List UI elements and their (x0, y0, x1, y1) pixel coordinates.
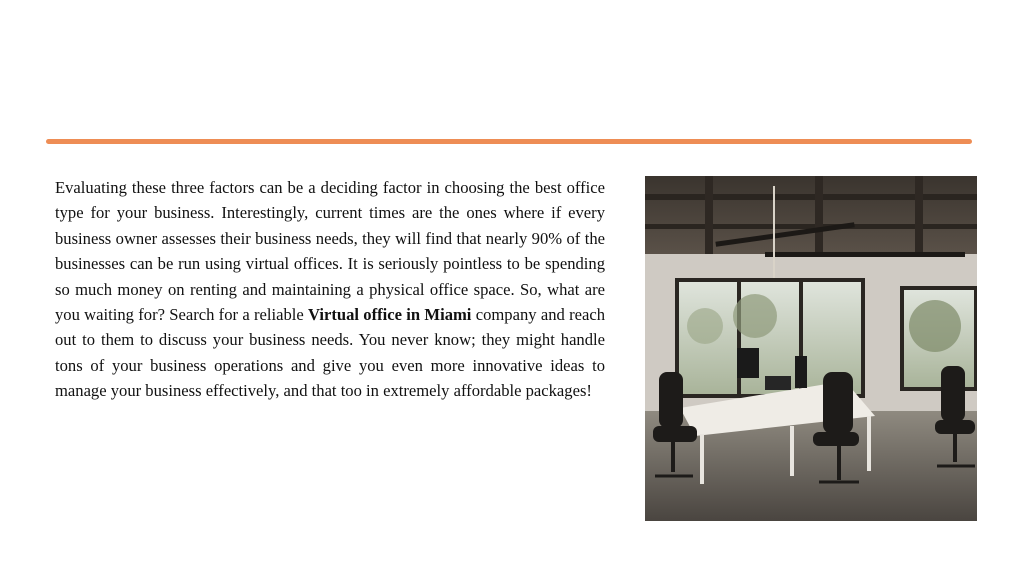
office-photo (645, 176, 977, 521)
paragraph-text-end: company and reach out to them to discuss your business needs. You never know; they might handle tons of your business operations and give you even more innovative ideas to manage your business effectively, and that too in extremely affordable packages! (55, 305, 605, 401)
paragraph-text-start: Evaluating these three factors can be a deciding factor in choosing the best office type for your business. Interestingly, current times are the ones where if every business owner assesses their business needs, they will find that nearly 90% of the businesses can be run using virtual offices. It is seriously pointless to be spending so much money on renting and maintaining a physical office space. So, what are you waiting for? Search for a reliable (55, 178, 605, 325)
accent-divider (46, 139, 972, 144)
virtual-office-miami-link[interactable]: Virtual office in Miami (308, 305, 472, 325)
body-paragraph (55, 175, 605, 404)
